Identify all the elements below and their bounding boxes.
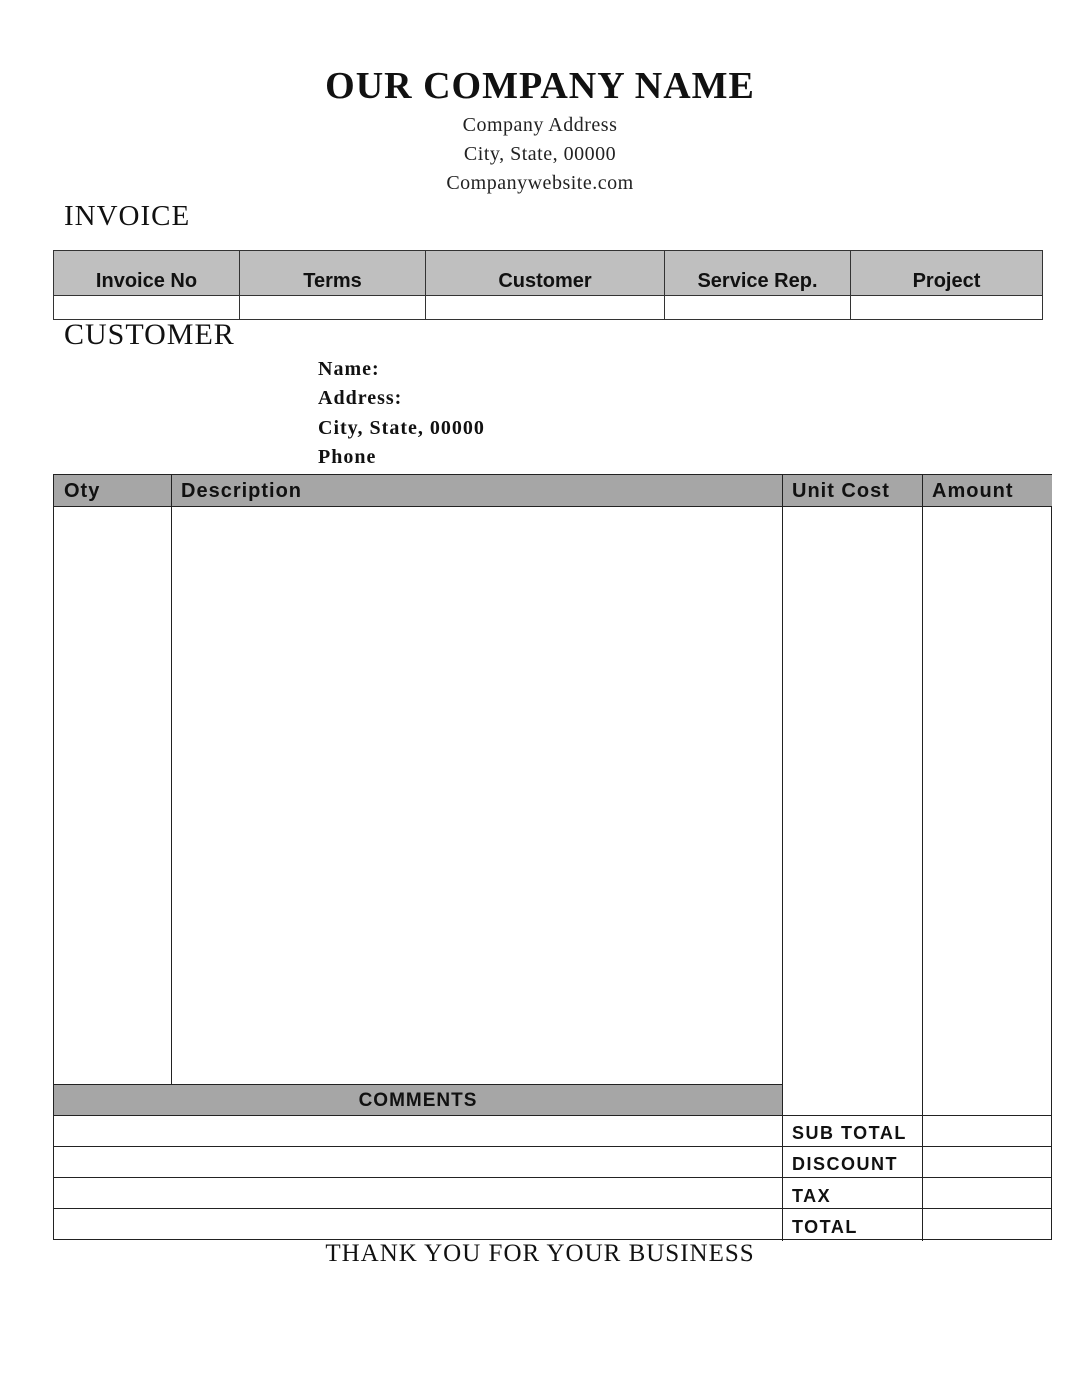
unit-cost-header: Unit Cost [782,475,922,507]
qty-header: Oty [54,475,171,507]
comments-header: COMMENTS [54,1084,782,1116]
qty-column-cell[interactable] [54,507,171,1084]
comment-line[interactable] [54,1147,782,1177]
invoice-info-value-row [54,296,1043,320]
service-rep-field[interactable] [665,296,851,320]
total-label: TOTAL [792,1217,858,1237]
thank-you-message: THANK YOU FOR YOUR BUSINESS [325,1240,755,1267]
description-header: Description [171,475,782,507]
customer-city-label: City, State, 00000 [318,417,485,439]
amount-column-cell[interactable] [923,507,1052,1116]
amount-header: Amount [922,475,1052,507]
customer-address-label: Address: [318,387,403,409]
terms-header: Terms [240,251,426,296]
project-field[interactable] [851,296,1043,320]
invoice-info-header-row [54,251,1043,296]
company-city-state-zip: City, State, 00000 [463,143,617,165]
tax-value[interactable] [923,1178,1052,1208]
customer-name-label: Name: [318,358,380,380]
project-header: Project [851,251,1043,296]
invoice-info-table [53,250,1043,320]
customer-field[interactable] [426,296,665,320]
company-address: Company Address [462,114,618,136]
invoice-no-header: Invoice No [54,251,240,296]
unit-cost-column-cell[interactable] [783,507,922,1116]
items-table [53,474,1052,1240]
company-website: Companywebsite.com [446,172,634,194]
invoice-no-field[interactable] [54,296,240,320]
discount-value[interactable] [923,1147,1052,1177]
terms-field[interactable] [240,296,426,320]
sub-total-label: SUB TOTAL [792,1123,907,1143]
customer-phone-label: Phone [318,446,377,468]
customer-header: Customer [426,251,665,296]
service-rep-header: Service Rep. [665,251,851,296]
description-column-cell[interactable] [172,507,782,1084]
company-name: OUR COMPANY NAME [325,65,755,107]
comment-line[interactable] [54,1209,782,1239]
tax-label: TAX [792,1186,832,1206]
total-value[interactable] [923,1209,1052,1239]
comment-line[interactable] [54,1178,782,1208]
customer-title: CUSTOMER [64,318,235,351]
invoice-title: INVOICE [64,200,191,232]
discount-label: DISCOUNT [792,1154,898,1174]
comment-line[interactable] [54,1116,782,1146]
sub-total-value[interactable] [923,1116,1052,1146]
